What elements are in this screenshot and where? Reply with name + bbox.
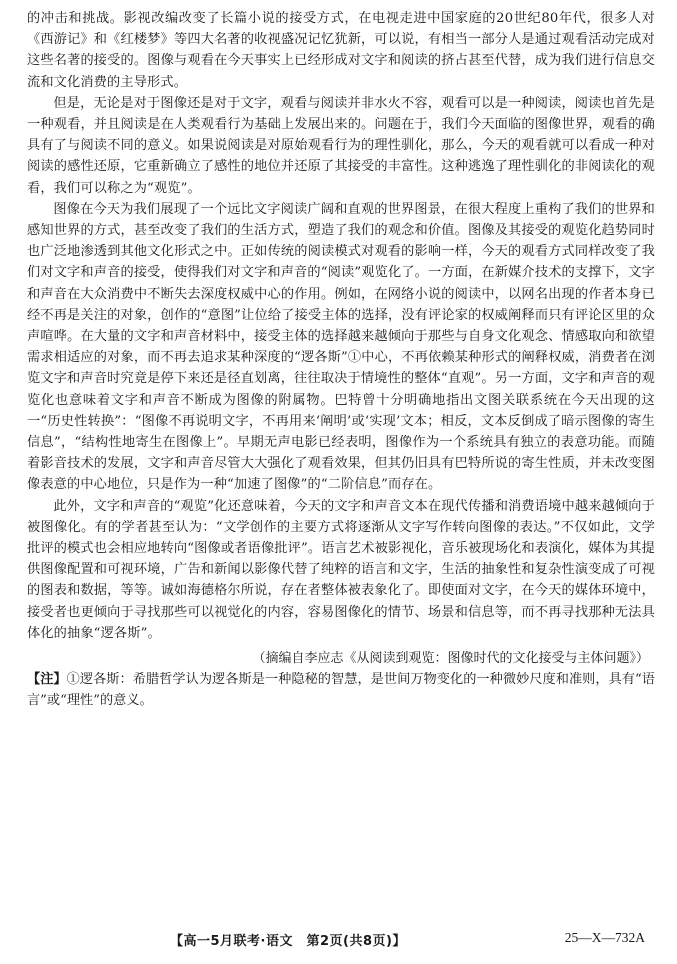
footer-page-info: 【高一5月联考·语文 第2页(共8页)】 <box>170 934 406 949</box>
footnote-label: 【注】 <box>27 672 67 688</box>
paragraph-3: 图像在今天为我们展现了一个远比文字阅读广阔和直观的世界图景，在很大程度上重构了我们的世界和感知世界的方式，甚至改变了我们的生活方式，塑造了我们的观念和价值。图像及其接受的观览化趋势同时也广泛地渗透到其他文化形式之中。正如传统的阅读模式对观看的影响一样，今天的观看方式同样改变了我们对文字和声音的接受，使得我们对文字和声音的“阅读”观览化了。一方面，在新媒介技术的支撑下，文字和声音在大众消费中不断失去深度权威中心的作用。例如，在网络小说的阅读中，以网名出现的作者本身已经不再是关注的对象，创作的“意图”让位给了接受主体的选择，没有评论家的权威阐释而只有评论区里的众声喧哗。在大量的文字和声音材料中，接受主体的选择越来越倾向于那些与自身文化观念、情感取向和欲望需求相适应的对象，而不再去追求某种深度的“逻各斯”①中心，不再依赖某种形式的阐释权威，消费者在浏览文字和声音时究竟是停下来还是径直划离，往往取决于情境性的整体“直观”。另一方面，文字和声音的观览化也意味着文字和声音不断成为图像的附属物。巴特曾十分明确地指出文图关联系统在今天出现的这一“历史性转换”：“图像不再说明文字，不再用来‘阐明’或‘实现’文本；相反，文本反倒成了暗示图像的寄生信息”，“结构性地寄生在图像上”。早期无声电影已经表明，图像作为一个系统具有独立的表意功能。而随着影音技术的发展，文字和声音尽管大大强化了观看效果，但其仍旧具有巴特所说的寄生性质，并未改变图像表意的中心地位，只是作为一种“加速了图像”的“二阶信息”而存在。 <box>27 201 655 493</box>
paragraph-2: 但是，无论是对于图像还是对于文字，观看与阅读并非水火不容，观看可以是一种阅读，阅读也首先是一种观看，并且阅读是在人类观看行为基础上发展出来的。问题在于，我们今天面临的图像世界，观看的确具有了与阅读不同的意义。如果说阅读是对原始观看行为的理性驯化，那么，今天的观看就可以看成一种对阅读的感性还原，它重新确立了感性的地位并还原了其接受的丰富性。这种逃逸了理性驯化的非阅读化的观看，我们可以称之为“观览”。 <box>27 95 655 196</box>
footer-exam-code: 25—X—732A <box>564 930 645 945</box>
paragraph-1: 的冲击和挑战。影视改编改变了长篇小说的接受方式，在电视走进中国家庭的20世纪80年代，很多人对《西游记》和《红楼梦》等四大名著的收视盛况记忆犹新，可以说，有相当一部分人是通过观看活动完成对这些名著的接受的。图像与观看在今天事实上已经形成对文字和阅读的挤占甚至代替，成为我们进行信息交流和文化消费的主导形式。 <box>27 11 655 90</box>
paragraph-4: 此外，文字和声音的“观览”化还意味着，今天的文字和声音文本在现代传播和消费语境中越来越倾向于被图像化。有的学者甚至认为：“文学创作的主要方式将逐渐从文字写作转向图像的表达。”不仅如此，文学批评的模式也会相应地转向“图像或者语像批评”。语言艺术被影视化，音乐被现场化和表演化，媒体为其提供图像配置和可视环境，广告和新闻以影像代替了纯粹的语言和文字，生活的抽象性和复杂性演变成了可视的图表和数据，等等。诚如海德格尔所说，存在者整体被表象化了。即使面对文字，在今天的媒体环境中，接受者也更倾向于寻找那些可以视觉化的内容，容易图像化的情节、场景和信息等，而不再寻找那种无法具体化的抽象“逻各斯”。 <box>27 498 655 641</box>
page-footer <box>0 930 677 952</box>
footnote <box>27 669 655 711</box>
footnote-text: ①逻各斯：希腊哲学认为逻各斯是一种隐秘的智慧，是世间万物变化的一种微妙尺度和准则，具有“语言”或“理性”的意义。 <box>27 672 655 709</box>
source-citation: （摘编自李应志《从阅读到观览：图像时代的文化接受与主体问题》） <box>252 651 649 667</box>
